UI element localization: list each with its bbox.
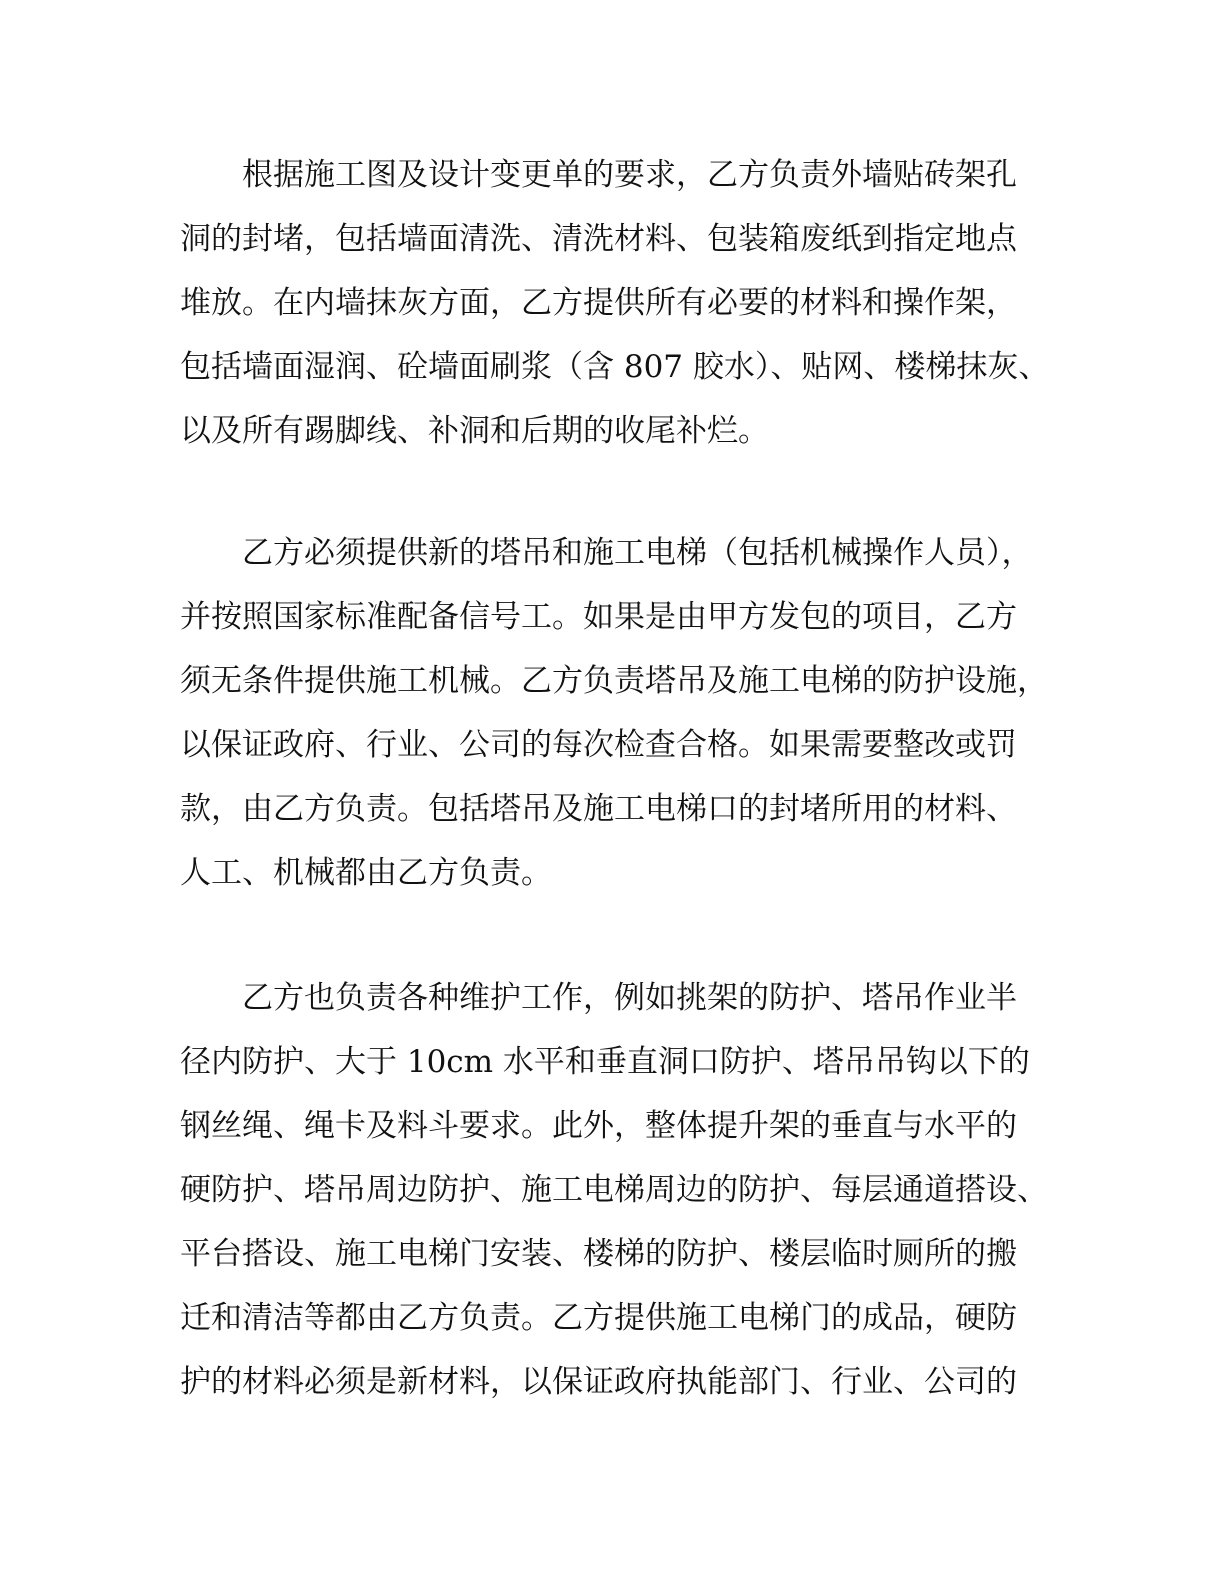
- text-line: 包括墙面湿润、砼墙面刷浆（含 807 胶水）、贴网、楼梯抹灰、: [180, 349, 1050, 385]
- text-line: 乙方也负责各种维护工作，例如挑架的防护、塔吊作业半: [242, 980, 1017, 1016]
- text-line: 迁和清洁等都由乙方负责。乙方提供施工电梯门的成品，硬防: [180, 1300, 1017, 1336]
- text-line: 堆放。在内墙抹灰方面，乙方提供所有必要的材料和操作架，: [180, 285, 1017, 321]
- text-line: 钢丝绳、绳卡及料斗要求。此外，整体提升架的垂直与水平的: [180, 1108, 1017, 1144]
- text-line: 须无条件提供施工机械。乙方负责塔吊及施工电梯的防护设施，: [180, 663, 1048, 699]
- text-line: 以保证政府、行业、公司的每次检查合格。如果需要整改或罚: [180, 727, 1017, 763]
- text-line: 乙方必须提供新的塔吊和施工电梯（包括机械操作人员），: [242, 535, 1033, 571]
- text-line: 款，由乙方负责。包括塔吊及施工电梯口的封堵所用的材料、: [180, 791, 1017, 827]
- text-line: 根据施工图及设计变更单的要求，乙方负责外墙贴砖架孔: [242, 157, 1017, 193]
- text-line: 洞的封堵，包括墙面清洗、清洗材料、包装箱废纸到指定地点: [180, 221, 1017, 257]
- text-line: 径内防护、大于 10cm 水平和垂直洞口防护、塔吊吊钩以下的: [180, 1044, 1030, 1080]
- text-line: 平台搭设、施工电梯门安装、楼梯的防护、楼层临时厕所的搬: [180, 1236, 1017, 1272]
- paragraph-protection-maintenance: [180, 966, 1080, 1414]
- paragraph-exterior-interior-plastering: [180, 143, 1080, 463]
- text-line: 以及所有踢脚线、补洞和后期的收尾补烂。: [180, 413, 769, 449]
- text-line: 并按照国家标准配备信号工。如果是由甲方发包的项目，乙方: [180, 599, 1017, 635]
- text-line: 人工、机械都由乙方负责。: [180, 855, 552, 891]
- paragraph-tower-crane-elevator: [180, 521, 1080, 905]
- text-line: 硬防护、塔吊周边防护、施工电梯周边的防护、每层通道搭设、: [180, 1172, 1048, 1208]
- text-line: 护的材料必须是新材料，以保证政府执能部门、行业、公司的: [180, 1364, 1017, 1400]
